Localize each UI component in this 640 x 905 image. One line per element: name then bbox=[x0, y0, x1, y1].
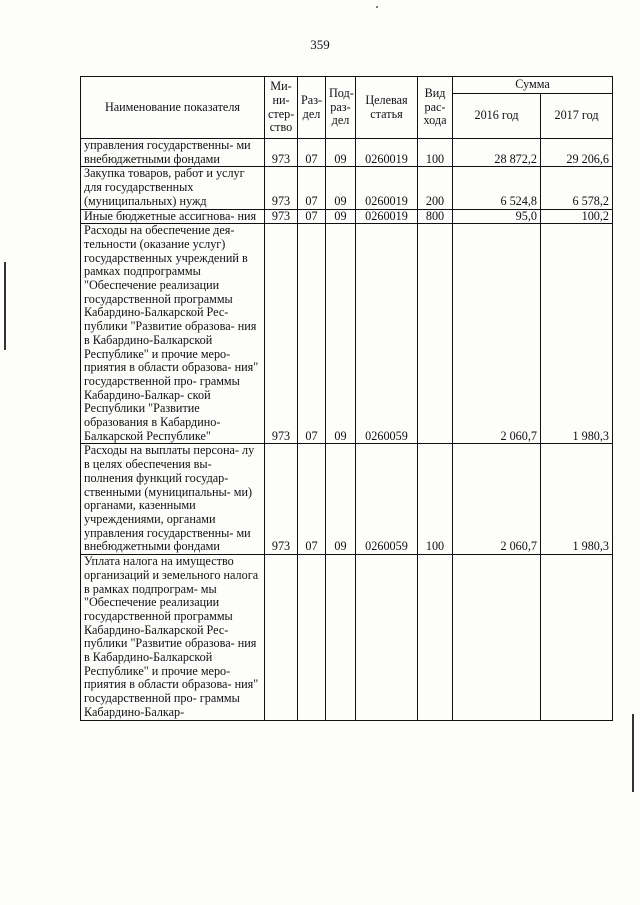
row-ministry: 973 bbox=[265, 444, 298, 555]
header-subsection: Под- раз- дел bbox=[326, 77, 356, 139]
row-target: 0260019 bbox=[356, 209, 418, 224]
header-ministry: Ми- ни- стер- ство bbox=[265, 77, 298, 139]
row-target: 0260059 bbox=[356, 444, 418, 555]
page-number: 359 bbox=[310, 37, 330, 52]
table-body bbox=[81, 139, 613, 721]
row-subsection: 09 bbox=[326, 139, 356, 167]
header-expense-type: Вид рас- хода bbox=[418, 77, 453, 139]
row-2017: 6 578,2 bbox=[541, 167, 613, 209]
header-sum: Сумма bbox=[453, 77, 613, 94]
row-name: Расходы на выплаты персона- лу в целях обеспечения вы- полнения функций государ- ственными (муниципальны- ми) органами, казенными учреждениями, органами управления государственны- ми внебюджетными фондами bbox=[81, 444, 265, 555]
row-section: 07 bbox=[298, 224, 326, 444]
table-row bbox=[81, 555, 613, 720]
table-row bbox=[81, 444, 613, 555]
row-name: управления государственны- ми внебюджетными фондами bbox=[81, 139, 265, 167]
row-ministry: 973 bbox=[265, 209, 298, 224]
row-expense-type: 100 bbox=[418, 139, 453, 167]
row-ministry: 973 bbox=[265, 224, 298, 444]
row-subsection: 09 bbox=[326, 224, 356, 444]
row-2016: 95,0 bbox=[453, 209, 541, 224]
table-row bbox=[81, 224, 613, 444]
row-target bbox=[356, 555, 418, 720]
row-target: 0260059 bbox=[356, 224, 418, 444]
budget-table bbox=[80, 76, 613, 721]
row-ministry: 973 bbox=[265, 167, 298, 209]
row-section: 07 bbox=[298, 444, 326, 555]
row-ministry: 973 bbox=[265, 139, 298, 167]
row-section: 07 bbox=[298, 209, 326, 224]
row-name: Расходы на обеспечение дея- тельности (оказание услуг) государственных учреждений в рамках подпрограммы "Обеспечение реализации государственной программы Кабардино-Балкарской Рес- публики "Развитие образова- ния в Кабардино-Балкарской Республике" и прочие меро- приятия в области образова- ния" государственной про- граммы Кабардино-Балкар- ской Республики "Развитие образования в Кабардино- Балкарской Республике" bbox=[81, 224, 265, 444]
row-expense-type bbox=[418, 224, 453, 444]
row-section bbox=[298, 555, 326, 720]
header-section: Раз- дел bbox=[298, 77, 326, 139]
row-name: Уплата налога на имущество организаций и земельного налога в рамках подпрограм- мы "Обеспечение реализации государственной программы Кабардино-Балкарской Рес- публики "Развитие образова- ния в Кабардино-Балкарской Республике" и прочие меро- приятия в области образова- ния" государственной про- граммы Кабардино-Балкар- bbox=[81, 555, 265, 720]
header-name: Наименование показателя bbox=[81, 77, 265, 139]
row-2016: 28 872,2 bbox=[453, 139, 541, 167]
row-target: 0260019 bbox=[356, 167, 418, 209]
header-year-2016: 2016 год bbox=[453, 94, 541, 139]
table-row bbox=[81, 139, 613, 167]
row-subsection: 09 bbox=[326, 167, 356, 209]
row-expense-type bbox=[418, 555, 453, 720]
row-expense-type: 200 bbox=[418, 167, 453, 209]
row-2017: 29 206,6 bbox=[541, 139, 613, 167]
row-2017: 1 980,3 bbox=[541, 444, 613, 555]
scan-margin-mark-right bbox=[632, 714, 634, 792]
row-ministry bbox=[265, 555, 298, 720]
row-subsection: 09 bbox=[326, 444, 356, 555]
row-subsection bbox=[326, 555, 356, 720]
table-row bbox=[81, 209, 613, 224]
row-2017: 1 980,3 bbox=[541, 224, 613, 444]
row-name: Иные бюджетные ассигнова- ния bbox=[81, 209, 265, 224]
header-target: Целевая статья bbox=[356, 77, 418, 139]
row-name: Закупка товаров, работ и услуг для государственных (муниципальных) нужд bbox=[81, 167, 265, 209]
scan-speck bbox=[376, 6, 378, 8]
row-subsection: 09 bbox=[326, 209, 356, 224]
header-year-2017: 2017 год bbox=[541, 94, 613, 139]
row-2016: 6 524,8 bbox=[453, 167, 541, 209]
table-row bbox=[81, 167, 613, 209]
row-2016: 2 060,7 bbox=[453, 224, 541, 444]
row-expense-type: 800 bbox=[418, 209, 453, 224]
row-section: 07 bbox=[298, 167, 326, 209]
scan-margin-mark-left bbox=[4, 262, 6, 350]
row-2016 bbox=[453, 555, 541, 720]
row-section: 07 bbox=[298, 139, 326, 167]
row-2016: 2 060,7 bbox=[453, 444, 541, 555]
row-2017: 100,2 bbox=[541, 209, 613, 224]
row-2017 bbox=[541, 555, 613, 720]
row-expense-type: 100 bbox=[418, 444, 453, 555]
row-target: 0260019 bbox=[356, 139, 418, 167]
